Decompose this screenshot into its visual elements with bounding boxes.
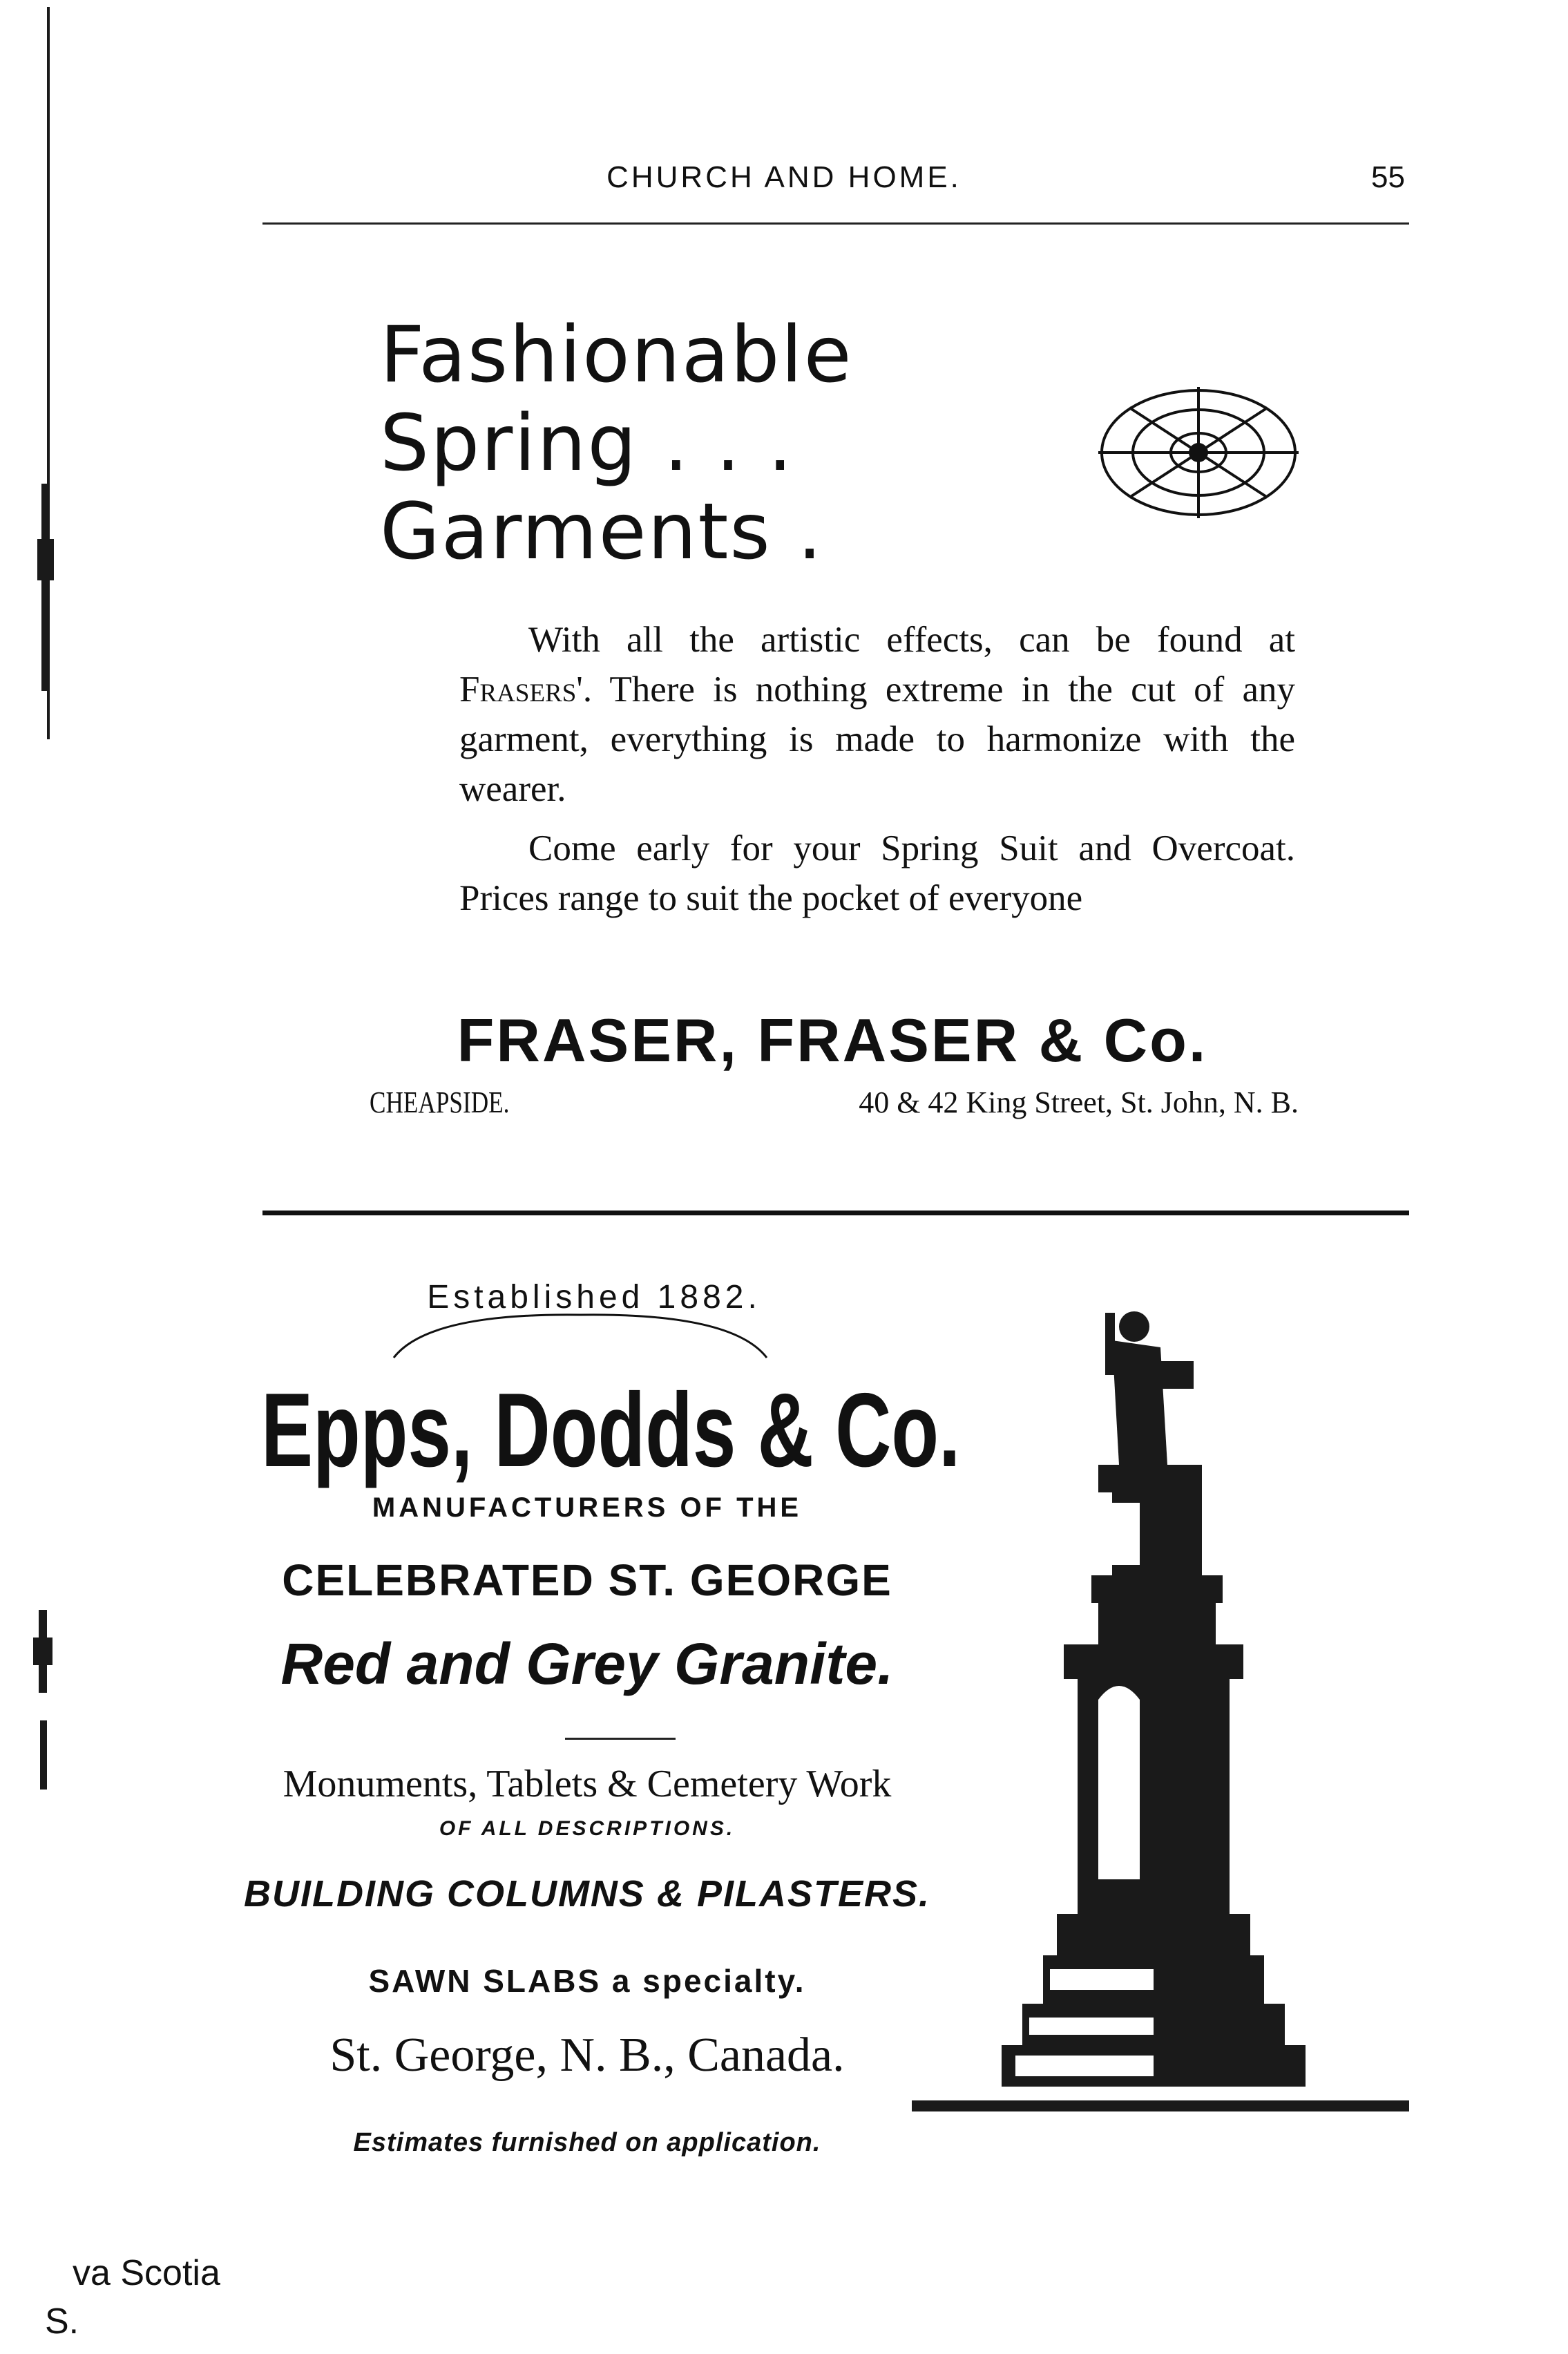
headline-line: Garments . xyxy=(380,487,823,577)
binding-mark xyxy=(35,484,57,691)
location-right: 40 & 42 King Street, St. John, N. B. xyxy=(859,1085,1299,1119)
headline-line: Spring . . . xyxy=(380,399,794,488)
celebrated-line: CELEBRATED ST. GEORGE xyxy=(282,1555,892,1605)
location-left: CHEAPSIDE. xyxy=(370,1085,510,1119)
footer-fragment: S. xyxy=(45,2301,79,2342)
ornament-icon xyxy=(1091,380,1306,525)
header-rule xyxy=(262,222,1409,225)
running-head: CHURCH AND HOME. xyxy=(606,160,962,194)
section-divider xyxy=(262,1211,1409,1215)
estimates-line: Estimates furnished on application. xyxy=(353,2128,821,2157)
paragraph: Come early for your Spring Suit and Overcoat. Prices range to suit the pocket of everyone xyxy=(459,828,1295,918)
short-divider xyxy=(565,1738,676,1740)
page-number: 55 xyxy=(1371,160,1405,194)
paragraph-text: With all the artistic effects, can be found at xyxy=(528,620,1295,660)
decorative-arc xyxy=(387,1309,774,1365)
granite-line: Red and Grey Granite. xyxy=(280,1631,894,1696)
location-line: St. George, N. B., Canada. xyxy=(329,2029,845,2082)
monuments-line: Monuments, Tablets & Cemetery Work xyxy=(283,1763,892,1805)
paragraph xyxy=(459,615,1295,814)
ad-headline xyxy=(380,311,852,576)
descriptions-line: OF ALL DESCRIPTIONS. xyxy=(439,1817,736,1840)
firm-name: Epps, Dodds & Co. xyxy=(261,1371,961,1489)
store-name: Frasers'. xyxy=(459,670,593,710)
monument-illustration xyxy=(891,1285,1416,2183)
ad-body xyxy=(459,615,1295,923)
binding-mark xyxy=(30,1610,55,1790)
firm-name: FRASER, FRASER & Co. xyxy=(457,1006,1208,1074)
paragraph-text: There is nothing extreme in the cut of any garment, everything is made to harmonize with the wearer. xyxy=(459,670,1295,809)
manufacturers-line: MANUFACTURERS OF THE xyxy=(372,1492,803,1523)
columns-line: BUILDING COLUMNS & PILASTERS. xyxy=(243,1873,930,1915)
footer-fragment: va Scotia xyxy=(73,2253,220,2293)
slabs-line: SAWN SLABS a specialty. xyxy=(368,1963,806,1999)
headline-line: Fashionable xyxy=(380,310,853,400)
established-line: Established 1882. xyxy=(427,1279,761,1316)
